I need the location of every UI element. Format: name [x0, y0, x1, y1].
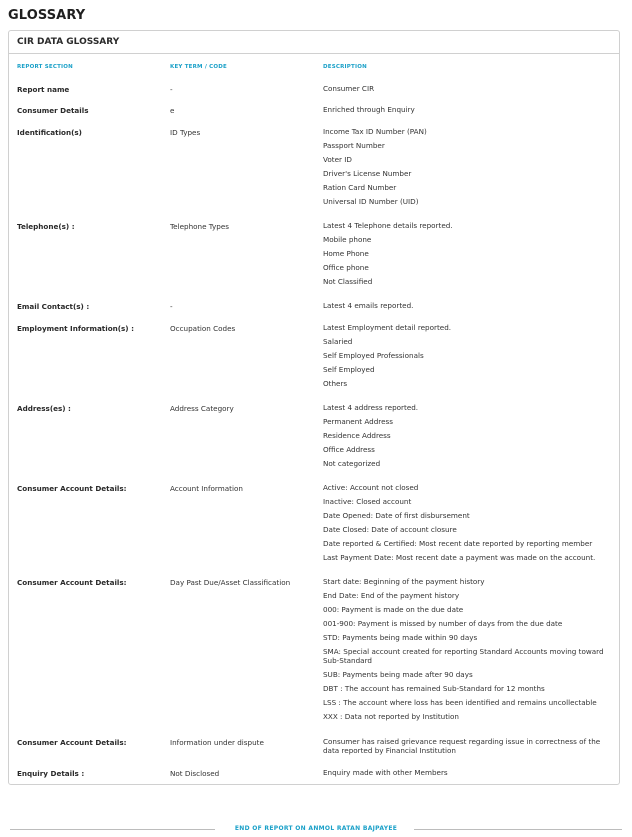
- description-line: Last Payment Date: Most recent date a payment was made on the account.: [323, 552, 596, 562]
- report-section-cell: Consumer Account Details:: [17, 578, 127, 587]
- description-cell: [323, 106, 615, 120]
- description-line: Not Classified: [323, 276, 373, 286]
- description-line: Not categorized: [323, 458, 381, 468]
- report-section-cell: Address(es) :: [17, 404, 71, 413]
- description-line: Home Phone: [323, 248, 369, 258]
- description-line: Enquiry made with other Members: [323, 768, 448, 777]
- key-term-cell: Day Past Due/Asset Classification: [170, 578, 291, 587]
- key-term-cell: Telephone Types: [170, 222, 230, 231]
- report-section-cell: Consumer Details: [17, 106, 89, 115]
- description-line: 001-900: Payment is missed by number of days from the due date: [323, 618, 563, 628]
- column-header-report-section: REPORT SECTION: [17, 64, 73, 70]
- key-term-cell: -: [170, 85, 173, 94]
- description-cell: [323, 128, 615, 212]
- glossary-panel: [8, 30, 620, 785]
- description-line: DBT : The account has remained Sub-Standard for 12 months: [323, 683, 545, 693]
- report-section-cell: Report name: [17, 85, 70, 94]
- column-header-key-term: KEY TERM / CODE: [170, 64, 228, 70]
- description-line: STD: Payments being made within 90 days: [323, 632, 478, 642]
- description-line: Ration Card Number: [323, 182, 397, 192]
- footer-text: END OF REPORT ON ANMOL RATAN BAJPAYEE: [234, 825, 398, 832]
- report-section-cell: Consumer Account Details:: [17, 484, 127, 493]
- description-line: SMA: Special account created for reporting Standard Accounts moving toward Sub-Standard: [323, 646, 604, 665]
- report-section-cell: Email Contact(s) :: [17, 302, 90, 311]
- description-line: 000: Payment is made on the due date: [323, 604, 464, 614]
- description-line: Income Tax ID Number (PAN): [323, 127, 427, 136]
- report-section-cell: Employment Information(s) :: [17, 324, 134, 333]
- description-line: SUB: Payments being made after 90 days: [323, 669, 473, 679]
- report-footer: [0, 823, 632, 835]
- column-header-description: DESCRIPTION: [323, 64, 367, 70]
- page-title: GLOSSARY: [8, 8, 86, 23]
- description-line: Date Opened: Date of first disbursement: [323, 510, 470, 520]
- description-line: LSS : The account where loss has been identified and remains uncollectable: [323, 697, 597, 707]
- description-line: Active: Account not closed: [323, 483, 419, 492]
- description-cell: [323, 404, 615, 474]
- description-line: Universal ID Number (UID): [323, 196, 419, 206]
- key-term-cell: e: [170, 106, 175, 115]
- description-line: Office phone: [323, 262, 369, 272]
- description-line: Date reported & Certified: Most recent date reported by reporting member: [323, 538, 593, 548]
- description-line: Permanent Address: [323, 416, 393, 426]
- key-term-cell: Occupation Codes: [170, 324, 236, 333]
- report-section-cell: Enquiry Details :: [17, 769, 85, 778]
- description-line: Latest 4 Telephone details reported.: [323, 221, 453, 230]
- description-cell: [323, 85, 615, 99]
- key-term-cell: Account Information: [170, 484, 243, 493]
- description-line: Office Address: [323, 444, 375, 454]
- description-line: End Date: End of the payment history: [323, 590, 460, 600]
- key-term-cell: Not Disclosed: [170, 769, 220, 778]
- key-term-cell: Information under dispute: [170, 738, 264, 747]
- description-cell: [323, 738, 615, 761]
- description-line: Driver's License Number: [323, 168, 412, 178]
- description-line: XXX : Data not reported by Institution: [323, 711, 459, 721]
- description-cell: [323, 222, 615, 292]
- report-section-cell: Telephone(s) :: [17, 222, 75, 231]
- description-line: Inactive: Closed account: [323, 496, 412, 506]
- description-line: Latest Employment detail reported.: [323, 323, 452, 332]
- description-line: Latest 4 emails reported.: [323, 301, 414, 310]
- description-line: Date Closed: Date of account closure: [323, 524, 457, 534]
- key-term-cell: -: [170, 302, 173, 311]
- description-line: Self Employed Professionals: [323, 350, 424, 360]
- report-section-cell: Consumer Account Details:: [17, 738, 127, 747]
- description-cell: [323, 578, 615, 727]
- description-line: Salaried: [323, 336, 353, 346]
- description-cell: [323, 302, 615, 316]
- footer-divider-right: [414, 829, 622, 830]
- report-section-cell: Identification(s): [17, 128, 82, 137]
- key-term-cell: Address Category: [170, 404, 234, 413]
- description-cell: [323, 324, 615, 394]
- description-line: Passport Number: [323, 140, 385, 150]
- description-cell: [323, 484, 615, 568]
- description-line: Consumer CIR: [323, 84, 375, 93]
- description-line: Latest 4 address reported.: [323, 403, 419, 412]
- description-line: Enriched through Enquiry: [323, 105, 415, 114]
- panel-title: CIR DATA GLOSSARY: [9, 31, 619, 54]
- description-line: Start date: Beginning of the payment history: [323, 577, 485, 586]
- description-line: Self Employed: [323, 364, 375, 374]
- description-line: Others: [323, 378, 348, 388]
- key-term-cell: ID Types: [170, 128, 201, 137]
- description-line: Mobile phone: [323, 234, 372, 244]
- description-line: Voter ID: [323, 154, 352, 164]
- description-cell: [323, 769, 615, 783]
- description-line: Residence Address: [323, 430, 391, 440]
- description-line: Consumer has raised grievance request regarding issue in correctness of the data reported by Financial Institution: [323, 737, 601, 755]
